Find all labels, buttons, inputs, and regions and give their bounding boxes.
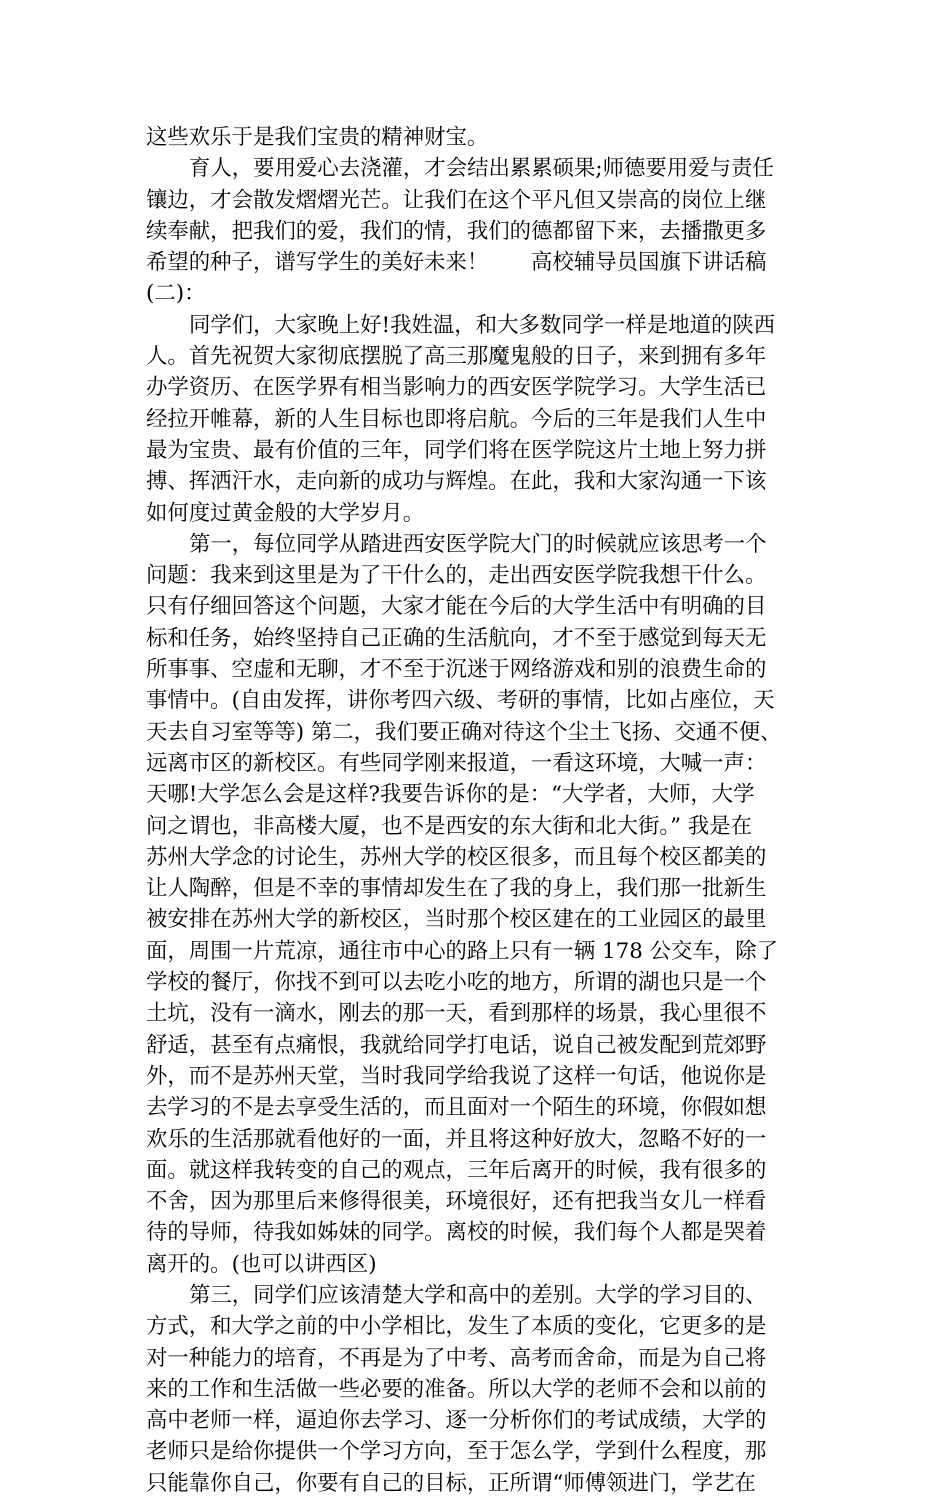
text-line: 标和任务，始终坚持自己正确的生活航向，才不至于感觉到每天无 xyxy=(146,625,767,651)
text-line: 问之谓也，非高楼大厦，也不是西安的东大街和北大街。” 我是在 xyxy=(146,813,752,839)
text-line: 只有仔细回答这个问题，大家才能在今后的大学生活中有明确的目 xyxy=(146,594,767,620)
text-line: 学校的餐厅，你找不到可以去吃小吃的地方，所谓的湖也只是一个 xyxy=(146,970,767,996)
text-line: 欢乐的生活那就看他好的一面，并且将这种好放大，忽略不好的一 xyxy=(146,1126,767,1152)
text-line: 老师只是给你提供一个学习方向，至于怎么学，学到什么程度，那 xyxy=(146,1439,767,1465)
text-line: 搏、挥洒汗水，走向新的成功与辉煌。在此，我和大家沟通一下该 xyxy=(146,469,767,495)
text-line: 土坑，没有一滴水，刚去的那一天，看到那样的场景，我心里很不 xyxy=(146,1001,767,1027)
text-line: 面。就这样我转变的自己的观点，三年后离开的时候，我有很多的 xyxy=(146,1157,767,1183)
text-line: 让人陶醉，但是不幸的事情却发生在了我的身上，我们那一批新生 xyxy=(146,876,767,902)
document-body xyxy=(146,122,822,1499)
text-line: 面，周围一片荒凉，通往市中心的路上只有一辆 178 公交车，除了 xyxy=(146,938,778,964)
text-line: 待的导师，待我如姊妹的同学。离校的时候，我们每个人都是哭着 xyxy=(146,1220,767,1246)
text-line: 天哪!大学怎么会是这样?我要告诉你的是：“大学者，大师，大学 xyxy=(146,782,755,808)
text-line: 离开的。(也可以讲西区) xyxy=(146,1251,377,1277)
text-line: 外，而不是苏州天堂，当时我同学给我说了这样一句话，他说你是 xyxy=(146,1063,767,1089)
text-line: 办学资历、在医学界有相当影响力的西安医学院学习。大学生活已 xyxy=(146,375,767,401)
text-line: 问题：我来到这里是为了干什么的，走出西安医学院我想干什么。 xyxy=(146,563,767,589)
text-line: 高中老师一样，逼迫你去学习、逐一分析你们的考试成绩，大学的 xyxy=(146,1408,767,1434)
text-line: 第一，每位同学从踏进西安医学院大门的时候就应该思考一个 xyxy=(189,531,767,557)
text-line: 经拉开帷幕，新的人生目标也即将启航。今后的三年是我们人生中 xyxy=(146,406,767,432)
text-line: 续奉献，把我们的爱，我们的情，我们的德都留下来，去播撒更多 xyxy=(146,218,767,244)
text-line: 远离市区的新校区。有些同学刚来报道，一看这环境，大喊一声： xyxy=(146,750,767,776)
text-line: 同学们，大家晚上好!我姓温，和大多数同学一样是地道的陕西 xyxy=(189,312,776,338)
text-line: 镶边，才会散发熠熠光芒。让我们在这个平凡但又崇高的岗位上继 xyxy=(146,187,767,213)
text-line: 这些欢乐于是我们宝贵的精神财宝。 xyxy=(146,125,489,150)
text-line: 育人，要用爱心去浇灌，才会结出累累硕果;师德要用爱与责任 xyxy=(189,156,774,182)
text-line: 苏州大学念的讨论生，苏州大学的校区很多，而且每个校区都美的 xyxy=(146,844,767,870)
text-line: 天去自习室等等) 第二，我们要正确对待这个尘土飞扬、交通不便、 xyxy=(146,719,782,745)
text-line: 方式，和大学之前的中小学相比，发生了本质的变化，它更多的是 xyxy=(146,1314,767,1340)
text-line: 去学习的不是去享受生活的，而且面对一个陌生的环境，你假如想 xyxy=(146,1095,767,1121)
text-line: 所事事、空虚和无聊，才不至于沉迷于网络游戏和别的浪费生命的 xyxy=(146,657,767,683)
text-line: 只能靠你自己，你要有自己的目标，正所谓“师傅领进门，学艺在 xyxy=(146,1470,756,1496)
text-line: 希望的种子，谱写学生的美好未来！ 高校辅导员国旗下讲话稿 xyxy=(146,250,767,276)
text-line: 人。首先祝贺大家彻底摆脱了高三那魔鬼般的日子，来到拥有多年 xyxy=(146,344,767,370)
text-line: 如何度过黄金般的大学岁月。 xyxy=(146,500,425,526)
text-line: 事情中。(自由发挥，讲你考四六级、考研的事情，比如占座位，天 xyxy=(146,688,775,714)
text-line: 舒适，甚至有点痛恨，我就给同学打电话，说自己被发配到荒郊野 xyxy=(146,1032,767,1058)
text-line: (二)： xyxy=(146,281,206,307)
text-line: 来的工作和生活做一些必要的准备。所以大学的老师不会和以前的 xyxy=(146,1376,767,1402)
text-line: 被安排在苏州大学的新校区，当时那个校区建在的工业园区的最里 xyxy=(146,907,767,933)
text-line: 对一种能力的培育，不再是为了中考、高考而舍命，而是为自己将 xyxy=(146,1345,767,1371)
text-line: 不舍，因为那里后来修得很美，环境很好，还有把我当女儿一样看 xyxy=(146,1189,767,1215)
text-line: 最为宝贵、最有价值的三年，同学们将在医学院这片土地上努力拼 xyxy=(146,437,767,463)
text-line: 第三，同学们应该清楚大学和高中的差别。大学的学习目的、 xyxy=(189,1282,767,1308)
